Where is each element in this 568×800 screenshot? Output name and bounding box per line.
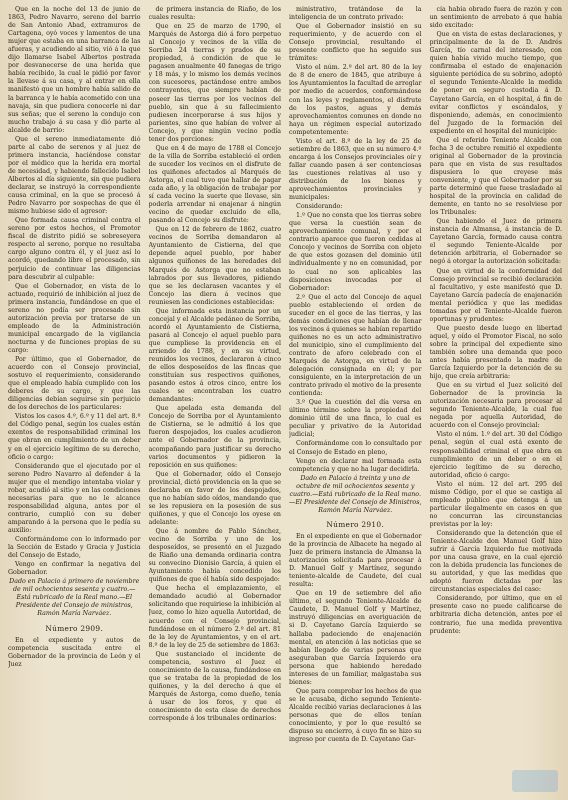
paragraph: Que en 12 de febrero de 1862, cuatro vecinos de Sorriba demandaron al Ayuntamiento de Cistierna, del que depende aquel pueblo, por haber algunos quiñones de las heredades del Marqués de Astorga que no estaban labrados por sus llevadores, pidiendo que se les declarasen vacantes y el Concejo las diera á vecinos que reuniesen las condiciones establecidas: bbox=[148, 226, 281, 306]
paragraph: Que en la noche del 13 de junio de 1863, Pedro Navarro, sereno del barrio de San Antonio Abad, extramuros de Cartagena, oyó voces y lamentos de una mujer que estaba en una barranca de las afueras, y acudiendo al sitio, vió á la que dijo llamarse Isabel Albertos postrada por desvanecerse de una herida que había recibido, la cual le pidió por favor la llevase á su casa, y al entrar en ella manifestó que un hombre había salido de la barranca y le había acometido con una navaja, sin que pudiera conocerle ni dar sus señas; que el sereno la condujo con mucho trabajo á su casa y dió parte al alcalde de barrio: bbox=[8, 6, 141, 134]
paragraph: Vengo en declarar mal formada esta competencia y que no ha lugar decidirla. bbox=[289, 457, 422, 473]
paragraph: Vistos los casos 4.º, 6.º y 11 del art. 8.º del Código penal, según los cuales están exentos de responsabilidad criminal los que obran en cumplimiento de un deber y en el ejercicio legítimo de su derecho, oficio o cargo: bbox=[8, 413, 141, 461]
paragraph: Que sustanciado el incidente de competencia, sostuvo el Juez el conocimiento de la causa, fundándose en que se trataba de la propiedad de los quiñones, y la del derecho á que el Marqués de Astorga, como dueño, tenía á usar de los foros, y que el conocimiento de esta clase de derechos corresponde á los tribunales ordinarios: bbox=[148, 650, 281, 723]
paragraph: Que en su virtud el Juez solicitó del Gobernador de la provincia la autorización necesaria para procesar al segundo Teniente-Alcalde, la cual fue negada por aquella Autoridad, de acuerdo con el Consejo provincial: bbox=[429, 382, 562, 430]
paragraph: Visto el núm. 12 del art. 295 del mismo Código, por el que se castiga al empleado público que detenga á un particular ilegalmente en casos en que no concurran las circunstancias previstas por la ley: bbox=[429, 480, 562, 528]
paragraph: Que formada causa criminal contra el sereno por estos hechos, el Promotor fiscal de distrito pidió se sobreseyera respecto al sereno, porque no resultaba cargo alguno contra él, y el juez así lo acordó, quedando libre el procesado, sin perjuicio de continuar las diligencias para descubrir al culpable: bbox=[8, 217, 141, 281]
column-2-body bbox=[149, 6, 282, 723]
section-heading: Número 2910. bbox=[326, 519, 385, 529]
paragraph: Que el Gobernador insistió en su requerimiento, y de acuerdo con el Consejo provincial, resultando el presente conflicto que ha seguido sus trámites: bbox=[289, 23, 422, 63]
section-heading: Número 2909. bbox=[45, 623, 104, 633]
column-2 bbox=[149, 6, 282, 794]
paragraph: Que el Gobernador, oído el Consejo provincial, dictó providencia en la que se declaraba en favor de los despojados, que no habían sido oídos, mandando que se les repusiera en la posesión de sus quiñones, y que el Concejo los oyese en adelante: bbox=[148, 470, 281, 526]
paragraph: Considerando que la detención que el Teniente-Alcalde don Manuel Golf hizo sufrir á García Izquierdo fue motivada por una causa grave, en la cual ejerció con la debida prudencia las funciones de su autoridad, y que las medidas que adoptó fueron dictadas por las circunstancias especiales del caso: bbox=[429, 530, 562, 594]
paragraph: Que puesto desde luego en libertad aquel, y oído el Promotor Fiscal, no solo sobre la principal del expediente sino también sobre una demanda que poco antes había presentado la madre de García Izquierdo por la detención de su hijo, que creía arbitraria: bbox=[429, 324, 562, 381]
library-stamp bbox=[512, 770, 558, 792]
paragraph: Que hecha el emplazamiento, el demandado acudió al Gobernador solicitando que requiriese la inhibición al Juez, como lo hizo aquella Autoridad, de acuerdo con el Consejo provincial, fundándose en el número 2.º del art. 81 de la ley de Ayuntamientos, y en el art. 8.º de la ley de 25 de setiembre de 1863: bbox=[148, 585, 281, 649]
paragraph: Considerando: bbox=[296, 203, 343, 211]
paragraph: Que informada esta instancia por un concejal y el Alcalde pedáneo de Sorriba, acordó el Ayuntamiento de Cistierna, pasará al Concejo el aquel pueblo para que cumpliese la providencia en el arriendo de 1788, y en su virtud, reunidos los vecinos, declararon á cinco de ellos desposeídos de las fincas que constituían sus respectivos quiñones, pasando estos á otros cinco, entre los cuales se encontraban los cuatro demandantes: bbox=[148, 307, 281, 404]
paragraph: Visto el art. 8.º de la ley de 25 de setiembre de 1863, que en su número 4.º encarga á los Consejos provinciales oír y fallar cuando pasen á ser contenciosas las cuestiones relativas al uso y distribución de los bienes y aprovechamientos provinciales y municipales: bbox=[289, 137, 422, 202]
paragraph: Que en virtud de la conformidad del Consejo provincial se recibió declaración al facultativo, y este manifestó que D. Cayetano García padecía de enajenación mental periódica y que las medidas tomadas por el Teniente-Alcalde fueron oportunas y prudentes: bbox=[429, 267, 562, 323]
paragraph: Que apelada esta demanda del Concejo de Sorriba por el Ayuntamiento de Cistierna, se le admitió á los que fueron despojados, los cuales acudieron ante el Gobernador de la provincia, acompañando para justificar su derecho varios documentos y pidieron la reposición en sus quiñones: bbox=[148, 405, 281, 469]
paragraph: Que el Gobernador, en vista de lo actuado, requirió de inhibición al juez de primera instancia, fundándose en que el sereno no podía ser procesado sin autorización previa por tratarse de un empleado de la Administración municipal encargado de la vigilancia nocturna y de funciones propias de su cargo: bbox=[8, 282, 141, 354]
paragraph: Que para comprobar los hechos de que se le acusaba, dicho segundo Teniente-Alcalde recibió varias declaraciones á las personas que de ellos tenían conocimiento, y por lo que resultó se dispuso su encierro, á cuyo fin se hizo su ingreso por cuenta de D. Cayetano Gar- bbox=[289, 687, 422, 744]
paragraph: Que en 4 de mayo de 1788 el Concejo de la villa de Sorriba estableció el orden de suceder los vecinos en el disfrute de los quiñones afectados al Marqués de Astorga, el cual tuvo que hallar de pagar cada año, y la obligación de trabajar por sí cada vecino la suerte que llevase, sin poderla arrendar ni enajenar á ningún vecino de quedar excluido de ella, pasando al Concejo su disfrute: bbox=[148, 144, 281, 225]
paragraph: Que habiendo el Juez de primera instancia de Almansa, á instancia de D. Cayetano García, formado causa contra el segundo Teniente-Alcalde por detención arbitraria, el Gobernador se negó á otorgar la autorización solicitada: bbox=[429, 218, 562, 266]
column-1 bbox=[8, 6, 141, 794]
paragraph: Que el sereno inmediatamente dió parte al cabo de serenos y al juez de primera instancia, haciéndose constar por el médico que la herida era mortal de necesidad, y habiendo fallecido Isabel Albertos al día siguiente, sin que pudiera declarar, se instruyó la correspondiente causa criminal, en la que se procesó á Pedro Navarro por sospechas de que él mismo hubiese sido el agresor: bbox=[8, 135, 141, 216]
paragraph: En el expediente en que el Gobernador de la provincia de Albacete ha negado al Juez de primera instancia de Almansa la autorización solicitada para procesar á D. Manuel Golf y Martínez, segundo teniente-alcalde de Caudete, del cual resulta: bbox=[289, 532, 422, 589]
decree-signature: Dado en Palacio á treinta y uno de octubre de mil ochocientos sesenta y cuatro.—Está rubricado de la Real mano.—El Presidente del Consejo de Ministros, Ramón María Narváez. bbox=[289, 474, 422, 514]
paragraph: Visto el núm. 2.º del art. 80 de la ley de 8 de enero de 1845, que atribuye á los Ayuntamientos la facultad de arreglar por medio de acuerdos, conformándose con las leyes y reglamentos, el disfrute de los pastos, aguas y demás aprovechamientos comunes en donde no haya un régimen especial autorizado competentemente: bbox=[289, 64, 422, 136]
paragraph: 2.º Que el acto del Concejo de aquel pueblo estableciendo el orden de suceder en el goce de las tierras, y las demás condiciones que habían de llenar los vecinos á quienes se habían repartido quiñones no es un acto administrativo del municipio, sino el cumplimiento del contrato de aforo celebrado con el Marqués de Astorga, en virtud de la delegación consignada en él; y por consiguiente, en la interpretación de un contrato privado el motivo de la presente contienda: bbox=[289, 293, 422, 398]
column-1-body bbox=[8, 6, 141, 577]
paragraph: Por último, que el Gobernador, de acuerdo con el Consejo provincial, sostuvo el requerimiento, considerando que el empleado había cumplido con los deberes de su cargo, y que las diligencias debían seguirse sin perjuicio de los derechos de los particulares: bbox=[8, 356, 141, 412]
paragraph: cía había obrado fuera de razón y con un sentimiento de arrebato á que había sido excitado: bbox=[429, 6, 562, 30]
paragraph: Que en 19 de setiembre del año último, el segundo Teniente-Alcalde de Caudete, D. Manuel Golf y Martínez, instruyó diligencias en averiguación de si D. Cayetano García Izquierdo se hallaba padeciendo de enajenación mental, en atención á las noticias que se habían llegado de varias personas que aseguraban que García Izquierdo era persona que habiendo heredado intereses de un familiar, malgastaba sus bienes: bbox=[289, 590, 422, 686]
paragraph: Visto el núm. 1.º del art. 30 del Código penal, según el cual está exento de responsabilidad criminal el que obra en cumplimiento de un deber o en el ejercicio legítimo de su derecho, autoridad, oficio ó cargo: bbox=[429, 431, 562, 479]
paragraph: Conformándome con lo consultado por el Consejo de Estado en pleno, bbox=[289, 440, 422, 456]
column-4-body bbox=[430, 6, 563, 636]
paragraph: En el expediente y autos de competencia suscitada entre el Gobernador de la provincia de León y el Juez bbox=[8, 636, 141, 668]
paragraph: Conformándome con lo informado por la Sección de Estado y Gracia y Justicia del Consejo de Estado, bbox=[8, 536, 141, 560]
paragraph: Considerando que el ejecutado por el sereno Pedro Navarro al defender á la mujer que el mendigo intentaba violar y robar, acudió al sitio y en las condiciones necesarias para que no le alcance responsabilidad alguna, antes por el contrario, cumplió con su deber amparando á la persona que le pedía su auxilio: bbox=[8, 462, 141, 534]
column-3-tail bbox=[289, 533, 422, 744]
column-4 bbox=[430, 6, 563, 794]
paragraph: Vengo en confirmar la negativa del Gobernador. bbox=[8, 561, 141, 577]
text-columns bbox=[8, 6, 562, 794]
column-3-body bbox=[289, 6, 422, 474]
paragraph: de primera instancia de Riaño, de los cuales resulta: bbox=[148, 6, 281, 22]
column-3 bbox=[289, 6, 422, 794]
paragraph: Considerando, por último, que en el presente caso no puede calificarse de arbitraria dicha detención, antes por el contrario, fue una medida preventiva prudente: bbox=[429, 595, 562, 635]
decree-signature: Dado en Palacio á primero de noviembre de mil ochocientos sesenta y cuatro.—Está rubricado de la Real mano.—El Presidente del Consejo de ministros, Ramón María Narváez. bbox=[9, 578, 140, 618]
paragraph: ministrativo, tratándose de la inteligencia de un contrato privado: bbox=[289, 6, 422, 22]
paragraph: Que en 25 de marzo de 1790, el Marqués de Astorga dió á foro perpetuo al Concejo y vecinos de la villa de Sorriba 24 tierras y prados de su propiedad, á condición de que le pagasen anualmente 40 fanegas de trigo y 18 más, y lo mismo los demás vecinos con sucesores, pactándose entre ambos contrayentes, que siempre habían de poseer las tierras por los vecinos del pueblo, sin que á su fallecimiento pudiesen incorporarse á sus hijos y parientes, sino que habían de volver al Concejo, y que ningún vecino podía tener dos porciones: bbox=[148, 23, 281, 143]
paragraph: 3.º Que la cuestión del día versa en último término sobre la propiedad del dominio útil de una finca, lo cual es peculiar y privativo de la Autoridad judicial; bbox=[289, 399, 422, 439]
paragraph: 1.º Que no consta que los tierras sobre que versa la cuestión sean de aprovechamiento comunal, y por el contrario aparece que fueron cedidas al Concejo y vecinos de Sorriba con objeto de que estos gozasen del dominio útil individualmente y no en comunidad, por lo cual no son aplicables las disposiciones invocadas por el Gobernador: bbox=[289, 212, 422, 292]
paragraph: Que el referido Teniente Alcalde con fecha 3 de octubre remitió el expediente original al Gobernador de la provincia para que en vista de sus resultados dispusiera lo que creyese más conveniente, y que el Gobernador por su parte determinó que fuese trasladado al hospital de la provincia en calidad de demente, en tanto no se resolviese por los Tribunales: bbox=[429, 136, 562, 217]
paragraph: Que en vista de estas declaraciones, y principalmente de la de D. Andrés García, tío carnal del interesado, con quien había vivido mucho tiempo, que confirmaba el estado de enajenación siguiente periódica de su sobrino, adoptó el segundo Teniente-Alcalde la medida de poner en seguro custodia á D. Cayetano García, en el hospital, á fin de evitar conflictos y escándalos, y disponiendo, además, en conocimiento del Juzgado de la formación del expediente en el hospital del municipio: bbox=[429, 31, 562, 135]
paragraph: Que á nombre de Pablo Sánchez, vecino de Sorriba y uno de los desposeídos, se presentó en el Juzgado de Riaño una demanda ordinaria contra su convecino Dionisio García, á quien el Ayuntamiento había concedido los quiñones de que él había sido despojado: bbox=[148, 528, 281, 584]
